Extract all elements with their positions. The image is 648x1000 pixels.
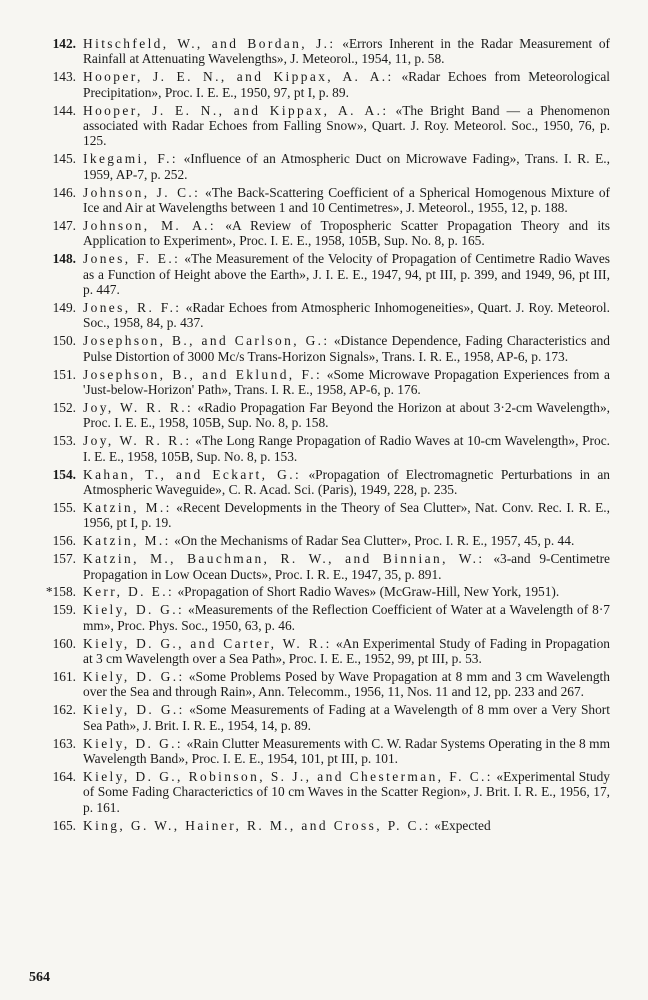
- reference-citation: «Radar Echoes from Meteorological Precipitation», Proc. I. E. E., 1950, 97, pt I, p. 89.: [83, 69, 610, 100]
- reference-citation: «Errors Inherent in the Radar Measurement of Rainfall at Attenuating Wavelengths», J. Meteorol., 1954, 11, p. 58.: [83, 36, 610, 67]
- reference-authors: Jones, R. F.:: [83, 300, 182, 315]
- reference-authors: Kiely, D. G.:: [83, 602, 185, 618]
- reference-authors: Johnson, J. C.:: [83, 184, 201, 200]
- reference-number: 156.: [52, 533, 76, 549]
- reference-citation: «Distance Dependence, Fading Characteristics and Pulse Distortion of 3000 Mc/s Trans-Horizon Signals», Trans. I. R. E., 1958, AP-6, p. 173.: [83, 333, 610, 364]
- reference-number: 160.: [52, 635, 76, 651]
- reference-entry: [28, 151, 610, 182]
- reference-list: [28, 36, 610, 836]
- reference-number: 151.: [52, 366, 76, 382]
- reference-number: 149.: [52, 300, 76, 315]
- reference-citation: «Radar Echoes from Atmospheric Inhomogeneities», Quart. J. Roy. Meteorol. Soc., 1958, 84, p. 437.: [83, 300, 610, 331]
- reference-number: 147.: [52, 217, 76, 233]
- reference-number: 145.: [52, 151, 76, 167]
- reference-entry: [28, 669, 610, 700]
- reference-authors: Kiely, D. G.:: [83, 702, 185, 718]
- reference-authors: Johnson, M. A.:: [83, 217, 217, 233]
- reference-citation: «Some Measurements of Fading at a Wavelength of 8 mm over a Very Short Sea Path», J. Brit. I. R. E., 1954, 14, p. 89.: [83, 702, 610, 733]
- reference-number: 144.: [52, 102, 76, 118]
- reference-entry: [28, 103, 610, 149]
- reference-number: 159.: [52, 602, 76, 618]
- reference-number: 150.: [52, 333, 76, 349]
- reference-number: 142.: [52, 36, 76, 51]
- reference-citation: «An Experimental Study of Fading in Propagation at 3 cm Wavelength over a Sea Path», Proc. I. E. E., 1952, 99, pt III, p. 53.: [83, 635, 610, 667]
- reference-citation: «Measurements of the Reflection Coefficient of Water at a Wavelength of 8·7 mm», Proc. Phys. Soc., 1950, 63, p. 46.: [83, 602, 610, 633]
- reference-authors: Joy, W. R. R.:: [83, 399, 194, 415]
- reference-citation: «Recent Developments in the Theory of Sea Clutter», Nat. Conv. Rec. I. R. E., 1956, pt I, p. 19.: [83, 499, 610, 531]
- reference-citation: «The Long Range Propagation of Radio Waves at 10-cm Wavelength», Proc. I. E. E., 1958, 105B, Sup. No. 8, p. 153.: [83, 433, 610, 464]
- reference-citation: «Some Microwave Propagation Experiences from a 'Just-below-Horizon' Path», Trans. I. R. E., 1958, AP-6, p. 176.: [83, 366, 610, 398]
- reference-entry: [28, 702, 610, 733]
- reference-number: 157.: [52, 551, 76, 567]
- reference-entry: [28, 467, 610, 498]
- reference-entry: [28, 333, 610, 364]
- reference-entry: [28, 736, 610, 767]
- reference-citation: «The Measurement of the Velocity of Propagation of Centimetre Radio Waves as a Function of Height above the Earth», J. I. E. E., 1947, 94, pt III, p. 399, and 1949, 96, pt III, p. 447.: [83, 251, 610, 298]
- reference-citation: «Propagation of Short Radio Waves» (McGraw-Hill, New York, 1951).: [177, 584, 560, 600]
- reference-citation: «3-and 9-Centimetre Propagation in Low Ocean Ducts», Proc. I. R. E., 1947, 35, p. 891.: [83, 551, 610, 582]
- reference-entry: [28, 818, 610, 833]
- reference-number: 148.: [52, 251, 76, 267]
- reference-entry: [28, 551, 610, 582]
- reference-authors: Hitschfeld, W., and Bordan, J.:: [83, 36, 336, 51]
- reference-entry: [28, 602, 610, 633]
- reference-authors: Jones, F. E.:: [83, 251, 181, 267]
- reference-number: 164.: [52, 768, 76, 784]
- reference-entry: [28, 584, 610, 599]
- reference-authors: Kerr, D. E.:: [83, 584, 175, 600]
- reference-authors: Katzin, M.:: [83, 533, 171, 549]
- reference-citation: «Some Problems Posed by Wave Propagation at 8 mm and 3 cm Wavelength over the Sea and through Rain», Ann. Telecomm., 1956, 11, Nos. 11 and 12, pp. 233 and 267.: [83, 668, 610, 700]
- reference-authors: Joy, W. R. R.:: [83, 433, 192, 449]
- reference-authors: King, G. W., Hainer, R. M., and Cross, P. C.:: [83, 817, 431, 833]
- reference-number: 161.: [52, 668, 76, 684]
- reference-number: 143.: [52, 69, 76, 85]
- reference-citation: «Expected: [434, 817, 491, 833]
- page-number: 564: [29, 970, 50, 985]
- reference-citation: «Rain Clutter Measurements with C. W. Radar Systems Operating in the 8 mm Wavelength Band», Proc. I. E. E., 1954, 101, pt III, p. 101.: [83, 735, 610, 766]
- reference-authors: Kiely, D. G., Robinson, S. J., and Chesterman, F. C.:: [83, 768, 493, 784]
- reference-citation: «On the Mechanisms of Radar Sea Clutter», Proc. I. R. E., 1957, 45, p. 44.: [174, 533, 575, 549]
- reference-number: 154.: [52, 466, 76, 482]
- reference-authors: Kiely, D. G., and Carter, W. R.:: [83, 635, 332, 651]
- reference-entry: [28, 400, 610, 431]
- reference-entry: [28, 769, 610, 815]
- reference-citation: «Propagation of Electromagnetic Perturbations in an Atmospheric Waveguide», C. R. Acad. Sci. (Paris), 1949, 228, p. 235.: [83, 466, 610, 497]
- reference-number: 165.: [52, 817, 76, 833]
- reference-authors: Josephson, B., and Eklund, F.:: [83, 366, 323, 382]
- reference-citation: «The Bright Band — a Phenomenon associated with Radar Echoes from Falling Snow», Quart. J. Roy. Meteorol. Soc., 1950, 76, p. 125.: [83, 102, 610, 149]
- reference-citation: «Influence of an Atmospheric Duct on Microwave Fading», Trans. I. R. E., 1959, AP-7, p. 252.: [83, 151, 610, 182]
- reference-citation: «The Back-Scattering Coefficient of a Spherical Homogenous Mixture of Ice and Air at Wavelengths between 1 and 10 Centimetres», J. Meteorol., 1955, 12, p. 188.: [83, 184, 611, 216]
- reference-entry: [28, 367, 610, 398]
- reference-entry: [28, 36, 610, 67]
- reference-number: *158.: [45, 584, 76, 600]
- reference-authors: Kiely, D. G.:: [83, 735, 184, 751]
- reference-authors: Kiely, D. G.:: [83, 668, 185, 684]
- reference-authors: Josephson, B., and Carlson, G.:: [83, 333, 330, 349]
- reference-number: 152.: [52, 399, 76, 415]
- reference-citation: «Experimental Study of Some Fading Characterictics of 10 cm Waves in the Scatter Region», J. Brit. I. R. E., 1956, 17, p. 161.: [83, 768, 610, 815]
- reference-entry: [28, 185, 610, 216]
- reference-authors: Ikegami, F.:: [83, 151, 179, 167]
- reference-authors: Katzin, M.:: [83, 499, 172, 515]
- reference-number: 155.: [52, 499, 76, 515]
- reference-entry: [28, 636, 610, 667]
- reference-entry: [28, 218, 610, 249]
- reference-entry: [28, 500, 610, 531]
- reference-number: 163.: [52, 735, 76, 751]
- reference-entry: [28, 300, 610, 331]
- reference-entry: [28, 251, 610, 297]
- reference-entry: [28, 69, 610, 100]
- reference-authors: Kahan, T., and Eckart, G.:: [83, 466, 302, 482]
- reference-entry: [28, 533, 610, 548]
- reference-authors: Katzin, M., Bauchman, R. W., and Binnian, W.:: [83, 551, 485, 567]
- reference-authors: Hooper, J. E. N., and Kippax, A. A.:: [83, 69, 394, 85]
- reference-entry: [28, 433, 610, 464]
- reference-number: 146.: [52, 184, 76, 200]
- reference-citation: «A Review of Tropospheric Scatter Propagation Theory and its Application to Experiment», Proc. I. E. E., 1958, 105B, Sup. No. 8, p. 165.: [83, 217, 610, 249]
- reference-number: 153.: [52, 433, 76, 449]
- reference-number: 162.: [52, 702, 76, 718]
- reference-citation: «Radio Propagation Far Beyond the Horizon at about 3·2-cm Wavelength», Proc. I. E. E., 1958, 105B, Sup. No. 8, p. 158.: [83, 399, 611, 431]
- reference-authors: Hooper, J. E. N., and Kippax, A. A.:: [83, 102, 389, 118]
